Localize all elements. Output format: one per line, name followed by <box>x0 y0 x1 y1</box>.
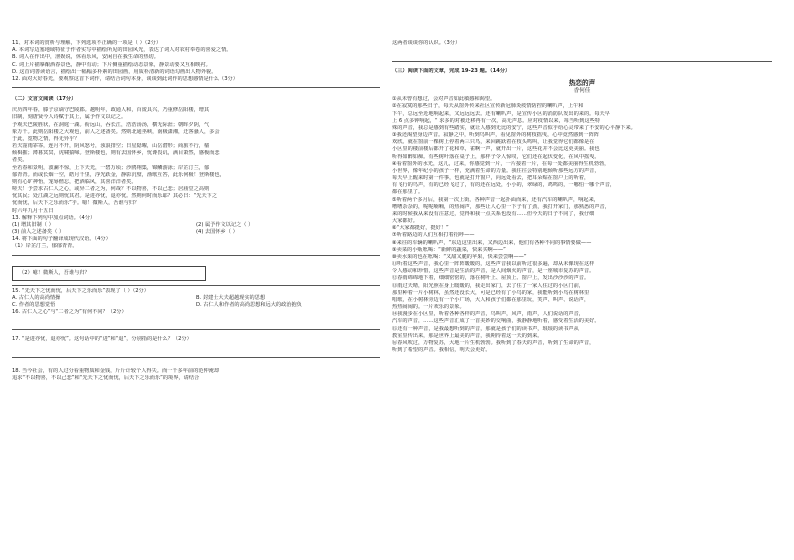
answer-line <box>12 285 380 286</box>
q18-continuation: 这两者谈谈你的认识。（3分） <box>392 40 461 46</box>
passage-line: 者矣。 <box>12 157 28 164</box>
article-line: ④看着窗外的水光，这儿，过来，你感觉到一片，一片接着一片，在每一处都美丽得生机勃勃， <box>392 160 610 167</box>
q14-sentence-2: （2）噫！微斯人，吾谁与归？ <box>19 269 90 276</box>
article-line: 唱歌，在小树林旁边有一个小广场，大人和孩子们都在那里玩，笑声、叫声、说话声， <box>392 296 590 303</box>
article-line: 那里种着一片小树林，虽然还没长大，可是已经有了小鸟的家，我能听到小鸟在树林里 <box>392 289 590 296</box>
article-line: 听得如醉如痴。有些树叶落在桌子上，那样子令人惊叹，它们还在起伏变化，在风中摇曳。 <box>392 153 600 160</box>
article-line: ⑮还有一种声音，是我最想听到的声音，那就是孩子们的读书声，琅琅的读书声从 <box>392 325 579 332</box>
q15-options <box>12 295 380 309</box>
answer-line <box>12 357 380 358</box>
article-line: ⑨卖菜的小贩吆喝：“新鲜的蔬菜，快来买啊——” <box>392 246 506 253</box>
passage-line: 则有心旷神怡，宠辱偕忘，把酒临风，其喜洋洋者矣。 <box>12 178 137 185</box>
q14-sentence-1: （1）岸芷汀兰，郁郁青青。 <box>12 243 78 250</box>
article-line: ③我还渴望身边声音。寂静之中，听到鸟叫声，看见窗外的树枝摇曳，心中竟然感到一阵阵 <box>392 132 599 139</box>
option-a: A. 本词写边塞地域特征于作者实写中描绘所见的田园风光，表达了词人对农村奉卷的喜爱之情。 <box>12 47 232 54</box>
article-line: ②在寂寞的那些日子，每天从窗外传来社区宣传新冠肺炎疫情防控的喇叭声，上午和 <box>392 103 584 110</box>
q15-option-a: A. 古仁人的高尚情操 <box>12 294 61 301</box>
passage-line: 至若春和景明，波澜不惊，上下天光，一碧万顷；沙鸥翔集，锦鳞游泳；岸芷汀兰，郁 <box>12 164 210 171</box>
question-12: 12. 面对大好春光，要观察这首下词作，请结合词句本身，谈谈到此词作的思想感情是什么（3分） <box>12 75 238 82</box>
question-13: 13. 解释下列句中加点词语。（4分） <box>12 214 96 221</box>
article-line: 下午，总远至近地响起来，又远远远去。还有喇叭声，是宣传小区的消防队发出的来的。每天早 <box>392 110 610 117</box>
q14-sentence-2-box <box>12 266 206 281</box>
option-d: D. 这首词善读语言，描绘出一幅幅多朴素的田园画，用质朴清新的词语勾画出人物外貌。 <box>12 68 217 75</box>
article-line: 嘈嘈杂杂的，呢呢喃喃，的热闹声，那些让人心里一下子有了劲，我打开家门，那熟悉的声音， <box>392 203 610 210</box>
q15-option-d: D. 古仁人和作者的高尚思想和远大的政治抱负 <box>196 302 302 309</box>
section-3-title: （三）阅读下面的文章，完成 19-23 题。（14分） <box>392 68 511 75</box>
article-line: ⑦听着路边的人们互相打着招呼—— <box>392 232 475 239</box>
passage-line: 嗟夫！予尝求古仁人之心，或异二者之为，何哉？不以物喜，不以己悲；居庙堂之高则 <box>12 186 210 193</box>
article-line: 来的时候我从来没有注意过，觉得和我一点关系也没有……但今天的日子不同了，我仔细 <box>392 210 595 217</box>
passage-line: 时六年九月十五日 <box>12 207 54 214</box>
answer-line <box>12 329 380 330</box>
passage-line: 忧其民；处江湖之远则忧其君。是进亦忧，退亦忧。然则何时而乐耶？其必曰：“先天下之 <box>12 193 218 200</box>
passage-line: 若夫霪雨霏霏，连月不开，阴风怒号，浊浪排空；日星隐曜，山岳潜形；商旅不行，樯 <box>12 143 210 150</box>
q15-option-c: C. 作者的思想觉悟 <box>12 302 56 309</box>
article-line: 有飞行的鸟声，有的已经飞过了，有的还在远处，小小的，翠绿的，鸡鸣的，一哪怕一哪个声音， <box>392 182 616 189</box>
section-2-title: （二）文言文阅读（17分） <box>12 96 77 103</box>
right-column <box>392 40 772 354</box>
q15-option-b: B. 封建士大夫超越现实的思想 <box>196 294 266 301</box>
answer-line <box>12 255 380 256</box>
passage-line: 象万千。此则岳阳楼之大观也，前人之述备矣。然则北通巫峡，南极潇湘，迁客骚人，多会 <box>12 128 220 135</box>
option-b: B. 词人在作出中，泄娱说，休看乐风，安闲自在我生命的热切。 <box>12 54 159 61</box>
article-line: ⑫春雨绵绵地下着，细细密密的，落在树叶上、屋顶上、窗户上，发出沙沙沙的声音。 <box>392 275 590 282</box>
answer-line <box>392 61 772 62</box>
article-line: 令人感动和珍惜，这些声音是生活的声音，是人间烟火的声音，是一座城市复苏的声音。 <box>392 268 595 275</box>
question-11: 11、对本词的赏析与理解，下列选项不正确的一项是（ ）（2分） <box>12 40 162 46</box>
article-author: 香何佳 <box>573 88 591 95</box>
article-line: ⑧来往的车辆的喇叭声，“东边这里出来，又西边出来，他们有各种不同的事情要做—— <box>392 239 592 246</box>
q13-item: (1) 增其旧制（ ） <box>12 221 54 228</box>
article-line: 教室里传出来，那是世界上最美的声音，我期待着这一天的到来。 <box>392 332 543 339</box>
article-title: 热恋的声 <box>568 79 596 88</box>
article-line: 汽车的声音，……这些声音汇成了一首美妙的交响曲，我静静地听着，感受着生活的美好。 <box>392 318 600 325</box>
q13-item: (2) 属予作文以记之（ ） <box>196 221 254 228</box>
passage-line: 予观夫巴陵胜状，在洞庭一湖。衔远山，吞长江，浩浩汤汤，横无际涯；朝晖夕阴，气 <box>12 121 210 128</box>
passage-line: 庆历四年春，滕子京谪守巴陵郡。越明年，政通人和，百废具兴，乃重修岳阳楼，增其 <box>12 107 210 114</box>
article-line: ⑯春风吹过，万物复苏，大地一片生机勃勃。我听到了春天的声音，听到了生命的声音， <box>392 340 595 346</box>
article-line: 小区里的楼前楼后都开了花和草，雀啊一声，就开出一片，这些花并不会比这更美丽。我也 <box>392 146 600 153</box>
article-line: 欢欣。就在窗前一棵树上停着两三只鸟，来回跳跃着在枝头鸣叫，让我觉得它们都像是在 <box>392 139 595 146</box>
question-14: 14. 将下面的句子翻译成现代汉语。（4分） <box>12 236 111 243</box>
article-line: 上 6 点多钟响起，“ 求多的对被迁移再有一次，高无声息。应对疫情以来，每当听到这些特 <box>392 117 601 124</box>
article-line: ⑤听着两个多月后，我第一次上街，各种声音一起扑面而来，还有汽车的喇叭声，响起来， <box>392 196 599 203</box>
article-line: 热热闹闹的。一片欢乐的景象。 <box>392 304 465 311</box>
question-16: 16. 古仁人之心”与“二者之为”有何不同？（2分） <box>12 309 127 316</box>
q13-items <box>12 222 380 236</box>
question-15: 15. “先天下之忧而忧，后天下之乐而乐”表现了（ ）（2分） <box>12 287 149 294</box>
passage-line: 郁青青。而或长烟一空，皓月千里，浮光跃金，静影沉璧，渔歌互答，此乐何极！登斯楼也， <box>12 171 225 178</box>
article-line: ⑩卖水果的也在吆喝：“又甜又脆的苹果，快来尝尝啊——” <box>392 253 527 260</box>
article-line: ⑭我漫步在小区里，听着各种各样的声音，鸟叫声，风声，雨声，人们说话的声音， <box>392 311 584 318</box>
passage-line: 旧制，刻唐贤今人诗赋于其上，属予作文以记之。 <box>12 114 127 121</box>
passage-line: 忧而忧，后天下之乐而乐”乎。噫！微斯人，吾谁与归？ <box>12 200 140 207</box>
article-line: 听到了希望的声音。我相信，明天会更好。 <box>392 347 491 354</box>
article-line: 大家都好。 <box>392 218 418 225</box>
article-line: ⑥“大家都挺好，挺好！” <box>392 225 449 232</box>
question-18-line-1: 18. 当今社会，有的人过分看重物质和金钱，斤斤计较个人得失。而一千多年前的范仲淹却 <box>12 367 220 374</box>
passage-line: 于此，览物之情，得无异乎？ <box>12 135 80 142</box>
q13-item: (4) 去国怀乡（ ） <box>196 229 238 236</box>
question-17: 17. “是进亦忧，退亦忧”。这句话中的“进”和“退”，分别指的是什么？（2分） <box>12 335 192 342</box>
question-18-line-2: 追求“不以物喜，不以己悲”和“先天下之忧而忧，后天下之乐而乐”的境界，请结合 <box>12 374 200 381</box>
article-line: 小世界，像年纪小的孩子一样，充满着生命的力量。我往往会特别地倾听那些远方的声音， <box>392 167 600 174</box>
article-body <box>392 96 772 354</box>
article-line: 每天早上醒来时第一件事，也就是打开窗户，向远处看去，把耳朵贴在窗户上的听着， <box>392 175 590 182</box>
article-line: ⑬雨过天晴，阳光照在身上暖暖的，我走出家门，去了住了一家人住过的小区门前， <box>392 282 584 289</box>
answer-line <box>12 87 380 88</box>
article-line: ①从未曾有想过，会对声音如此敏感和渴望。 <box>392 96 496 103</box>
left-column <box>12 40 380 382</box>
option-c: C. 词上片描摹酿酒春景色，静中有动；下片侧重描绘动态景象，静景动要又互相映衬。 <box>12 61 211 68</box>
article-line: ⑪听着这些声音，我心里一阵阵暖暖的，这些声音我以前听过很多遍，却从未像现在这样 <box>392 261 595 268</box>
article-line: 殊的声音，我总是感到有些踏实，就让人感到无比的安宁，这些声音似乎给心灵带来了不安的心平静下来。 <box>392 124 636 131</box>
q13-item: (3) 前人之述备矣（ ） <box>12 229 65 236</box>
article-line: 都在那里了。 <box>392 189 424 196</box>
passage-line: 倾楫摧；薄暮冥冥，虎啸猿啼。登斯楼也，则有去国怀乡，忧谗畏讥，满目萧然，感极而悲 <box>12 150 220 157</box>
